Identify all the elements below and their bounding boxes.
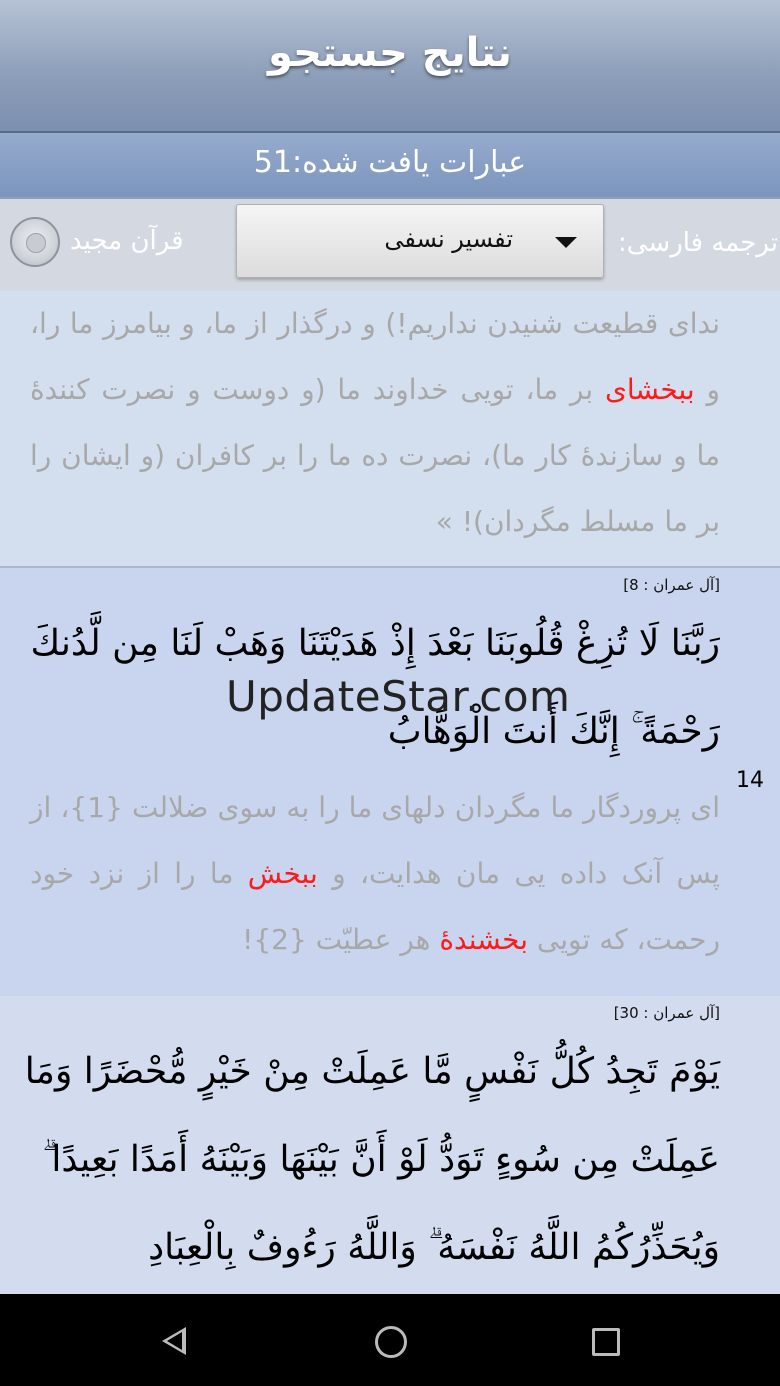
verse-reference: [آل عمران : 30]: [613, 1004, 720, 1022]
results-count: عبارات یافت شده:51: [253, 145, 527, 180]
persian-translation: ای پروردگار ما مگردان دلهای ما را به سوی ضلالت {1}، از پس آنک داده یی مان هدایت، و ببخش ما را از نزد خود رحمت، که تویی بخشندۀ هر عطیّت {2}!: [30, 791, 720, 956]
translation-dropdown[interactable]: [236, 204, 604, 278]
recents-icon[interactable]: [592, 1328, 620, 1356]
translation-label: ترجمه فارسی:: [617, 228, 778, 258]
dropdown-arrow-icon: [555, 237, 577, 248]
top-app-bar: [0, 0, 780, 133]
home-icon[interactable]: [375, 1326, 407, 1358]
arabic-verse: يَوْمَ تَجِدُ كُلُّ نَفْسٍ مَّا عَمِلَتْ مِنْ خَيْرٍ مُّحْضَرًا وَمَا عَمِلَتْ مِن سُوءٍ تَوَدُّ لَوْ أَنَّ بَيْنَهَا وَبَيْنَهُ أَمَدًا بَعِيدًا ۗ وَيُحَذِّرُكُمُ اللَّهُ نَفْسَهُ ۗ وَاللَّهُ رَءُوفٌ بِالْعِبَادِ: [24, 1051, 720, 1268]
watermark: UpdateStar.com: [226, 672, 571, 721]
result-item[interactable]: [0, 291, 780, 565]
quran-radio-button[interactable]: [10, 217, 60, 267]
highlight-term: ببخش: [247, 857, 318, 890]
results-list[interactable]: [0, 291, 780, 1294]
quran-label[interactable]: قرآن مجید: [70, 226, 184, 256]
radio-dot-icon: [26, 233, 46, 253]
arabic-verse: رَبَّنَا لَا تُزِغْ قُلُوبَنَا بَعْدَ إِذْ هَدَيْتَنَا وَهَبْ لَنَا مِن لَّدُنكَ رَحْمَةً ۚ إِنَّكَ أَنتَ الْوَهَّابُ: [30, 623, 720, 752]
page-title: نتایج جستجو: [268, 30, 512, 76]
translation-selected-value: تفسیر نسفی: [384, 225, 513, 253]
verse-reference: [آل عمران : 8]: [623, 576, 720, 594]
persian-translation: ندای قطیعت شنیدن نداریم!) و درگذار از ما، و بیامرز ما را، و ببخشای بر ما، تویی خداوند ما (و دوست و نصرت کنندۀ ما و سازندۀ کار ما)، نصرت ده ما را بر کافران (و ایشان را بر ما مسلط مگردان)! »: [30, 307, 721, 538]
result-number: 14: [736, 768, 764, 793]
back-icon[interactable]: [162, 1327, 186, 1355]
results-count-bar: [0, 133, 780, 199]
result-item[interactable]: [0, 566, 780, 998]
highlight-term: ببخشای: [604, 373, 695, 406]
highlight-term: بخشندۀ: [439, 923, 529, 956]
result-item[interactable]: [0, 996, 780, 1294]
